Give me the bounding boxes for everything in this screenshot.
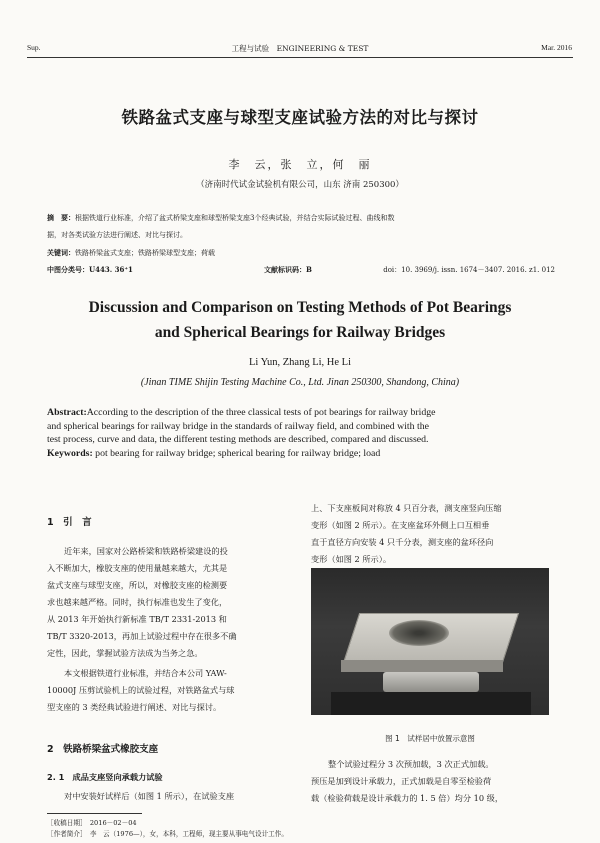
running-header-date: Mar. 2016 xyxy=(541,43,572,52)
keywords-en-text: pot bearing for railway bridge; spherical bearing for railway bridge; load xyxy=(95,447,381,459)
section-2-1-heading: 2. 1 成品支座竖向承载力试验 xyxy=(47,772,163,782)
document-code: 文献标识码：B xyxy=(264,265,312,274)
abstract-en xyxy=(47,406,557,460)
section-1-paragraph-2 xyxy=(47,665,299,716)
abstract-en-text-3: test process, curve and data, the different testing methods are described, compared and discussed. xyxy=(47,434,429,446)
keywords-en-line xyxy=(47,447,557,461)
figure-1-photo xyxy=(311,568,549,715)
keywords-cn xyxy=(47,247,215,259)
text-line: 变形（如图 2 所示）。在支座盆环外侧上口互相垂 xyxy=(311,520,490,530)
abstract-cn-text-2: 据，对各类试验方法进行阐述、对比与探讨。 xyxy=(47,231,187,239)
text-line: 对中安装好试样后（如图 1 所示），在试验支座 xyxy=(64,791,235,801)
press-base xyxy=(331,692,531,715)
text-line: 从 2013 年开始执行新标准 TB/T 2331-2013 和 xyxy=(47,614,227,624)
keywords-cn-label: 关键词： xyxy=(47,249,75,257)
text-line: 10000J 压剪试验机上的试验过程，对铁路盆式与球 xyxy=(47,685,235,695)
abstract-cn-text-1: 根据铁道行业标准，介绍了盆式桥梁支座和球型桥梁支座3个经典试验，并结合实际试验过程、曲线和数 xyxy=(75,214,395,222)
text-line: 变形（如图 2 所示）。 xyxy=(311,554,392,564)
text-line: 盆式支座与球型支座，所以，对橡胶支座的检测要 xyxy=(47,580,228,590)
figure-1-caption: 图 1 试样居中放置示意图 xyxy=(385,734,475,743)
paper-title-en-line2: and Spherical Bearings for Railway Bridges xyxy=(154,324,446,341)
authors-cn: 李 云，张 立，何 丽 xyxy=(228,158,372,171)
paper-title-cn: 铁路盆式支座与球型支座试验方法的对比与探讨 xyxy=(121,108,479,127)
authors-en: Li Yun, Zhang Li, He Li xyxy=(249,357,351,368)
abstract-cn-line1 xyxy=(47,212,394,224)
section-1-heading: 1 引 言 xyxy=(47,517,92,528)
section-2-heading: 2 铁路桥梁盆式橡胶支座 xyxy=(47,744,159,755)
section-1-paragraph-1 xyxy=(47,543,299,662)
bearing-plate-edge xyxy=(341,660,503,672)
abstract-en-text-1: According to the description of the three classical tests of pot bearings for railway bridge xyxy=(86,407,436,418)
bearing-pot xyxy=(383,672,479,692)
text-line: 近年来，国家对公路桥梁和铁路桥梁建设的投 xyxy=(64,546,228,556)
bearing-plate-mark xyxy=(389,620,449,646)
text-line: 整个试验过程分 3 次预加载，3 次正式加载。 xyxy=(328,759,494,769)
paper-title-en xyxy=(0,295,600,345)
abstract-en-line1 xyxy=(47,406,557,420)
affiliation-cn: （济南时代试金试验机有限公司，山东 济南 250300） xyxy=(196,180,404,190)
doi: doi：10. 3969/j. issn. 1674－3407. 2016. z1. 012 xyxy=(383,266,555,274)
right-column-text-bottom xyxy=(311,756,556,807)
text-line: TB/T 3320-2013，再加上试验过程中存在很多不确 xyxy=(47,631,237,641)
footnote-rule xyxy=(47,813,142,814)
clc-number: 中图分类号：U443. 36⁺1 xyxy=(47,265,133,274)
text-line: 上、下支座板间对称放 4 只百分表，测支座竖向压缩 xyxy=(311,503,502,513)
text-line: 定性，因此，掌握试验方法成为当务之急。 xyxy=(47,648,203,658)
footnote-author-bio: ［作者简介］ 李 云（1976—），女，本科，工程师，现主要从事电气设计工作。 xyxy=(47,830,288,838)
text-line: 本文根据铁道行业标准，并结合本公司 YAW- xyxy=(64,668,227,678)
running-header-journal: 工程与试验 ENGINEERING & TEST xyxy=(231,44,369,53)
text-line: 直于直径方向安装 4 只千分表，测支座的盆环径向 xyxy=(311,537,494,547)
text-line: 型支座的 3 类经典试验进行阐述、对比与探讨。 xyxy=(47,702,222,712)
header-rule xyxy=(27,57,573,58)
section-2-1-paragraph xyxy=(47,788,299,805)
text-line: 载（检验荷载是设计承载力的 1. 5 倍）均分 10 级， xyxy=(311,793,504,803)
footnote-received: ［收稿日期］ 2016－02－04 xyxy=(47,819,137,827)
keywords-en-label: Keywords: xyxy=(47,447,93,459)
text-line: 入不断加大，橡胶支座的使用量越来越大，尤其是 xyxy=(47,563,228,573)
text-line: 求也越来越严格。同时，执行标准也发生了变化， xyxy=(47,597,228,607)
right-column-text-top xyxy=(311,500,556,568)
keywords-cn-text: 铁路桥梁盆式支座；铁路桥梁球型支座；荷载 xyxy=(75,249,215,257)
paper-title-en-line1: Discussion and Comparison on Testing Methods of Pot Bearings xyxy=(88,299,512,316)
running-header-left: Sup. xyxy=(27,43,41,52)
affiliation-en: (Jinan TIME Shijin Testing Machine Co., Ltd. Jinan 250300, Shandong, China) xyxy=(140,377,460,388)
abstract-cn-label: 摘 要： xyxy=(47,214,75,222)
abstract-en-label: Abstract: xyxy=(47,407,87,418)
abstract-en-text-2: and spherical bearings for railway bridge in the standards of railway field, and combined with the xyxy=(47,420,429,432)
text-line: 预压是加到设计承载力，正式加载是自零至检验荷 xyxy=(311,776,492,786)
